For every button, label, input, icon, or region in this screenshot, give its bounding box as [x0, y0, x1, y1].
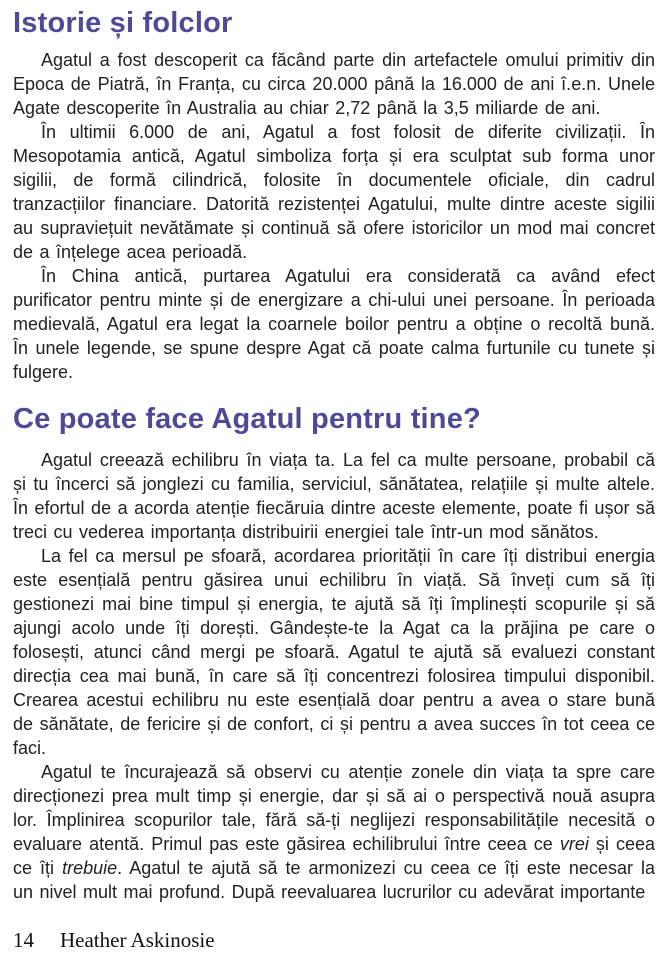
body-paragraph: La fel ca mersul pe sfoară, acordarea priorității în care îți distribui energia este esențială pentru găsirea unui echilibru în viață. Să înveți cum să îți gestionezi mai bine timpul și energia, te ajută să îți împlinești scopurile și să ajungi acolo unde îți dorești. Gândește-te la Agat ca la prăjina pe care o folosești, atunci când mergi pe sfoară. Agatul te ajută să evaluezi constant direcția cea mai bună, în care să îți concentrezi folosirea timpului disponibil. Crearea acestui echilibru nu este esențială doar pentru a avea o stare bună de sănătate, de fericire și de confort, ci și pentru a avea succes în tot ceea ce faci. — [13, 546, 655, 758]
emphasis-text: trebuie — [62, 858, 118, 878]
paragraph-text: Agatul te încurajează să observi cu atenție zonele din viața ta spre care direcționezi prea mult timp și energie, dar și să ai o perspectivă nouă asupra lor. Împlinirea scopurilor tale, fără să-ți neglijezi responsabilitățile necesită o evaluare atentă. Primul pas este găsirea echilibrului între ceea ce — [13, 762, 655, 854]
section-heading-history-folklore: Istorie și folclor — [13, 7, 233, 39]
body-paragraph: În China antică, purtarea Agatului era considerată ca având efect purificator pentru minte și de energizare a chi-ului unei persoane. În perioada medievală, Agatul era legat la coarnele boilor pentru a obține o recoltă bună. În unele legende, se spune despre Agat că poate calma furtunile cu tunete și fulgere. — [13, 266, 655, 382]
emphasis-text: vrei — [559, 834, 589, 854]
body-paragraph — [13, 760, 655, 904]
paragraph-text: . Agatul te ajută să te armonizezi cu ceea ce îți este necesar la un nivel mult mai profund. După reevaluarea lucrurilor cu adevărat importante — [13, 858, 656, 902]
paragraph-text: și ceea ce îți — [13, 834, 655, 878]
section-heading-what-agate-can-do: Ce poate face Agatul pentru tine? — [13, 403, 481, 435]
body-paragraph: În ultimii 6.000 de ani, Agatul a fost folosit de diferite civilizații. În Mesopotamia antică, Agatul simboliza forța și era sculptat sub forma unor sigilii, de formă cilindrică, folosite în documentele oficiale, din cadrul tranzacțiilor financiare. Datorită rezistenței Agatului, multe dintre aceste sigilii au supraviețuit nevătămate și continuă să ofere istoricilor un mod mai concret de a înțelege acea perioadă. — [13, 122, 655, 262]
author-name: Heather Askinosie — [60, 928, 215, 952]
body-paragraph: Agatul a fost descoperit ca făcând parte din artefactele omului primitiv din Epoca de Piatră, în Franța, cu circa 20.000 până la 16.000 de ani î.e.n. Unele Agate descoperite în Australia au chiar 2,72 până la 3,5 miliarde de ani. — [13, 50, 655, 118]
body-paragraph: Agatul creează echilibru în viața ta. La fel ca multe persoane, probabil că și tu încerci să jonglezi cu familia, serviciul, sănătatea, relațiile și multe altele. În efortul de a acorda atenție fiecăruia dintre aceste elemente, poate fi ușor să treci cu vederea importanța distribuirii energiei tale într-un mod sănătos. — [13, 450, 655, 542]
page-number: 14 — [13, 928, 34, 952]
page-footer — [13, 928, 215, 953]
